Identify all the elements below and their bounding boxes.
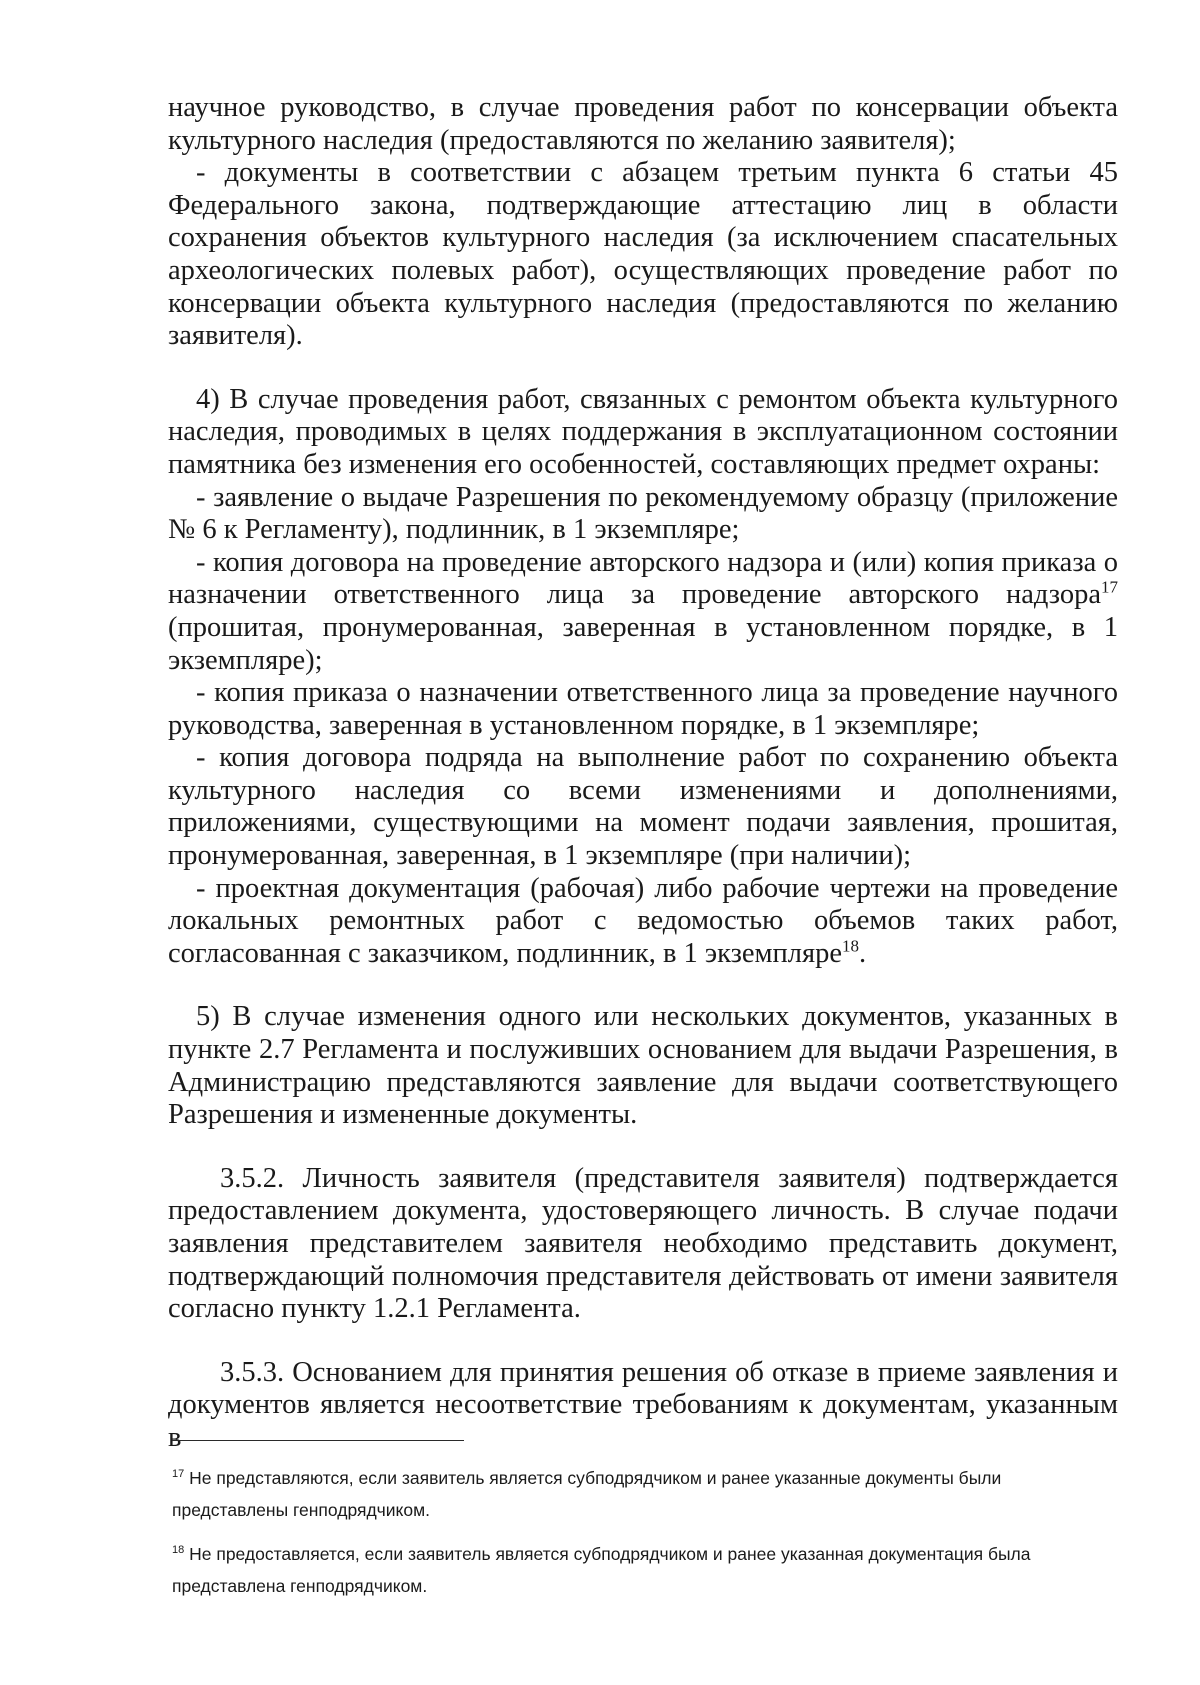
paragraph-scientific-guidance: научное руководство, в случае проведения работ по консервации объекта культурного наследия (предоставляются по желанию заявителя); bbox=[168, 92, 1118, 156]
document-body bbox=[168, 92, 1118, 1455]
footnote-ref-18: 18 bbox=[842, 936, 860, 956]
paragraph-supervision-contract bbox=[168, 547, 1118, 677]
paragraph-text: - проектная документация (рабочая) либо рабочие чертежи на проведение локальных ремонтных работ с ведомостью объемов таких работ, согласованная с заказчиком, подлинник, в 1 экземпляре bbox=[168, 872, 1118, 969]
paragraph-item-4-repair-works: 4) В случае проведения работ, связанных с ремонтом объекта культурного наследия, проводимых в целях поддержания в эксплуатационном состоянии памятника без изменения его особенностей, составляющих предмет охраны: bbox=[168, 383, 1118, 480]
paragraph-application-form: - заявление о выдаче Разрешения по рекомендуемому образцу (приложение № 6 к Регламенту), подлинник, в 1 экземпляре; bbox=[168, 481, 1118, 546]
paragraph-3-5-2-identity: 3.5.2. Личность заявителя (представителя заявителя) подтверждается предоставлением документа, удостоверяющего личность. В случае подачи заявления представителем заявителя необходимо представить документ, подтверждающий полномочия представителя действовать от имени заявителя согласно пункту 1.2.1 Регламента. bbox=[168, 1162, 1118, 1325]
footnote-text: Не представляются, если заявитель является субподрядчиком и ранее указанные документы были представлены генподрядчиком. bbox=[172, 1468, 1002, 1520]
footnote-18 bbox=[172, 1538, 1092, 1602]
paragraph-text-continued: (прошитая, пронумерованная, заверенная в установленном порядке, в 1 экземпляре); bbox=[168, 611, 1118, 676]
footnote-ref-17: 17 bbox=[1101, 577, 1118, 597]
footnote-number: 17 bbox=[172, 1468, 185, 1481]
footnote-17 bbox=[172, 1462, 1092, 1526]
paragraph-attestation-documents: - документы в соответствии с абзацем третьим пункта 6 статьи 45 Федерального закона, подтверждающие аттестацию лиц в области сохранения объектов культурного наследия (за исключением спасательных археологических полевых работ), осуществляющих проведение работ по консервации объекта культурного наследия (предоставляются по желанию заявителя). bbox=[168, 157, 1118, 352]
paragraph-text-continued: . bbox=[859, 937, 867, 969]
paragraph-item-5-changed-documents: 5) В случае изменения одного или нескольких документов, указанных в пункте 2.7 Регламента и послуживших основанием для выдачи Разрешения, в Администрацию представляются заявление для выдачи соответствующего Разрешения и измененные документы. bbox=[168, 1001, 1118, 1131]
footnote-text: Не предоставляется, если заявитель является субподрядчиком и ранее указанная документация была представлена генподрядчиком. bbox=[172, 1544, 1031, 1596]
paragraph-3-5-3-refusal-grounds: 3.5.3. Основанием для принятия решения об отказе в приеме заявления и документов является несоответствие требованиям к документам, указанным в bbox=[168, 1356, 1118, 1453]
footnote-separator bbox=[172, 1440, 464, 1441]
paragraph-text: - копия договора на проведение авторского надзора и (или) копия приказа о назначении ответственного лица за проведение авторского надзора bbox=[168, 546, 1118, 611]
footnotes bbox=[172, 1462, 1092, 1614]
footnote-number: 18 bbox=[172, 1544, 185, 1557]
paragraph-order-copy: - копия приказа о назначении ответственного лица за проведение научного руководства, заверенная в установленном порядке, в 1 экземпляре; bbox=[168, 677, 1118, 741]
paragraph-contract-copy: - копия договора подряда на выполнение работ по сохранению объекта культурного наследия со всеми изменениями и дополнениями, приложениями, существующими на момент подачи заявления, прошитая, пронумерованная, заверенная, в 1 экземпляре (при наличии); bbox=[168, 742, 1118, 872]
paragraph-project-documentation bbox=[168, 873, 1118, 971]
